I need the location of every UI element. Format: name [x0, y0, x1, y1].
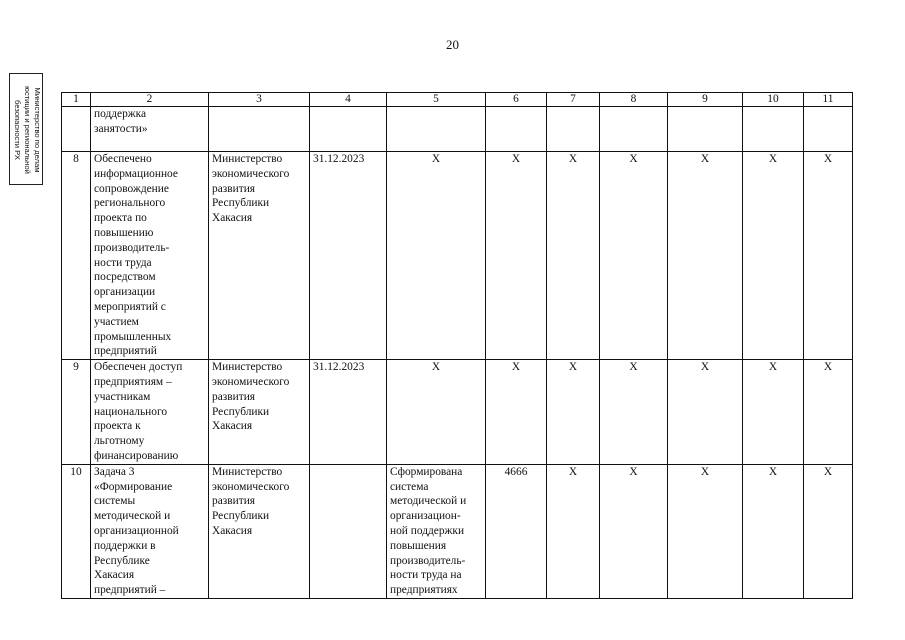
cell-text: производитель-: [94, 241, 170, 254]
header-cell: 1: [62, 93, 91, 107]
cell-text: Х: [768, 465, 778, 478]
table-cell: [743, 360, 804, 465]
cell-text: повышению: [94, 226, 154, 239]
table-cell: [486, 107, 547, 152]
cell-text: методической и: [390, 495, 467, 508]
cell-text: Хакасия: [212, 212, 253, 225]
table-row: [62, 464, 853, 598]
cell-text: участникам: [94, 390, 151, 403]
table-cell: [668, 107, 743, 152]
cell-text: поддержки в: [94, 539, 156, 552]
header-cell: 5: [387, 93, 486, 107]
table-cell: [804, 360, 853, 465]
table-row: [62, 107, 853, 152]
header-cell: 3: [209, 93, 310, 107]
table-cell: [91, 107, 209, 152]
cell-text: Министерство: [212, 465, 283, 478]
cell-text: посредством: [94, 271, 156, 284]
table-cell: [91, 152, 209, 360]
cell-text: Министерство: [212, 153, 283, 165]
table-cell: [62, 360, 91, 465]
table-cell: [668, 152, 743, 360]
cell-text: ности труда на: [390, 569, 462, 582]
cell-text: Х: [768, 153, 778, 165]
cell-text: участием: [94, 315, 139, 328]
header-cell: 8: [600, 93, 668, 107]
table-cell: [547, 464, 600, 598]
cell-text: Х: [431, 153, 441, 165]
table-cell: [804, 152, 853, 360]
cell-text: поддержка: [94, 108, 147, 120]
header-row: [62, 93, 853, 107]
cell-text: информационное: [94, 167, 178, 180]
table-cell: [804, 107, 853, 152]
table-cell: [600, 360, 668, 465]
cell-text: мероприятий с: [94, 300, 166, 313]
table-row: [62, 152, 853, 360]
cell-text: экономического: [212, 375, 290, 388]
cell-text: Обеспечен доступ: [94, 361, 183, 374]
cell-text: 9: [73, 361, 79, 374]
cell-text: повышения: [390, 539, 447, 552]
cell-text: Х: [629, 361, 638, 374]
table-cell: [62, 152, 91, 360]
table-cell: [62, 464, 91, 598]
cell-text: льготному: [94, 435, 145, 448]
cell-text: регионального: [94, 197, 166, 210]
table-cell: [209, 152, 310, 360]
cell-text: Х: [823, 465, 833, 478]
table-cell: [310, 107, 387, 152]
cell-text: Х: [629, 153, 638, 165]
table-cell: [668, 464, 743, 598]
cell-text: 4666: [504, 465, 528, 478]
header-cell: 7: [547, 93, 600, 107]
table-cell: [804, 464, 853, 598]
cell-text: Республике: [94, 554, 150, 567]
cell-text: Хакасия: [212, 524, 253, 537]
cell-text: Республики: [212, 510, 270, 523]
table-cell: [600, 464, 668, 598]
table-cell: [310, 464, 387, 598]
header-cell: 11: [804, 93, 853, 107]
table-cell: [91, 464, 209, 598]
cell-text: Х: [700, 361, 710, 374]
cell-text: 8: [73, 153, 79, 165]
header-cell: 10: [743, 93, 804, 107]
table-cell: [387, 152, 486, 360]
cell-text: развития: [212, 495, 256, 508]
table-cell: [209, 107, 310, 152]
cell-text: проекта по: [94, 212, 147, 225]
cell-text: Х: [823, 361, 833, 374]
cell-text: 31.12.2023: [313, 153, 365, 165]
cell-text: Обеспечено: [94, 153, 152, 165]
cell-text: развития: [212, 182, 256, 195]
header-cell: 9: [668, 93, 743, 107]
table-cell: [743, 152, 804, 360]
cell-text: Х: [700, 153, 710, 165]
table-cell: [743, 107, 804, 152]
stamp-text: [10, 74, 44, 186]
cell-text: занятости»: [94, 122, 148, 135]
cell-text: проекта к: [94, 420, 141, 433]
cell-text: методической и: [94, 510, 171, 523]
table-cell: [547, 360, 600, 465]
table-cell: [310, 360, 387, 465]
measures-table: [61, 92, 853, 599]
registration-stamp: [9, 73, 43, 185]
cell-text: финансированию: [94, 449, 179, 462]
cell-text: система: [390, 480, 429, 493]
cell-text: Х: [768, 361, 778, 374]
cell-text: Х: [823, 153, 833, 165]
page-number: 20: [446, 37, 459, 52]
cell-text: ной поддержки: [390, 524, 465, 537]
header-cell: 6: [486, 93, 547, 107]
cell-text: 31.12.2023: [313, 361, 365, 374]
cell-text: предприятиям –: [94, 375, 172, 388]
cell-text: Министерство: [212, 361, 283, 374]
cell-text: Х: [629, 465, 638, 478]
table-cell: [547, 152, 600, 360]
cell-text: развития: [212, 390, 256, 403]
cell-text: производитель-: [390, 554, 466, 567]
cell-text: экономического: [212, 167, 290, 180]
table-cell: [486, 360, 547, 465]
cell-text: Хакасия: [212, 420, 253, 433]
cell-text: промышленных: [94, 330, 172, 343]
cell-text: предприятиях: [390, 584, 458, 597]
cell-text: ности труда: [94, 256, 152, 269]
table-cell: [91, 360, 209, 465]
cell-text: организацион-: [390, 510, 461, 523]
table-cell: [387, 464, 486, 598]
table-cell: [310, 152, 387, 360]
cell-text: Республики: [212, 197, 270, 210]
cell-text: Задача 3: [94, 465, 135, 478]
cell-text: «Формирование: [94, 480, 173, 493]
table-cell: [743, 464, 804, 598]
table-cell: [486, 464, 547, 598]
cell-text: Республики: [212, 405, 270, 418]
cell-text: Х: [511, 153, 521, 165]
cell-text: 10: [70, 465, 82, 478]
table-cell: [209, 464, 310, 598]
stamp-line: юстиции и региональной: [23, 86, 32, 174]
cell-text: Х: [568, 153, 578, 165]
table-cell: [209, 360, 310, 465]
cell-text: Хакасия: [94, 569, 135, 582]
table-cell: [547, 107, 600, 152]
header-cell: 2: [91, 93, 209, 107]
cell-text: Х: [568, 361, 578, 374]
stamp-line: безопасности РХ: [13, 100, 22, 160]
table-cell: [486, 152, 547, 360]
cell-text: национального: [94, 405, 168, 418]
cell-text: экономического: [212, 480, 290, 493]
table-cell: [387, 107, 486, 152]
stamp-line: Министерство по делам: [33, 87, 42, 173]
table-cell: [387, 360, 486, 465]
cell-text: Х: [568, 465, 578, 478]
cell-text: сопровождение: [94, 182, 169, 195]
cell-text: предприятий: [94, 345, 157, 358]
header-cell: 4: [310, 93, 387, 107]
table-cell: [600, 107, 668, 152]
cell-text: Сформирована: [390, 465, 463, 478]
cell-text: организационной: [94, 524, 179, 537]
table-cell: [62, 107, 91, 152]
table-cell: [600, 152, 668, 360]
table-row: [62, 360, 853, 465]
cell-text: Х: [431, 361, 441, 374]
table-cell: [668, 360, 743, 465]
cell-text: организации: [94, 286, 156, 299]
cell-text: Х: [511, 361, 521, 374]
cell-text: предприятий –: [94, 584, 166, 597]
cell-text: Х: [700, 465, 710, 478]
cell-text: системы: [94, 495, 136, 508]
